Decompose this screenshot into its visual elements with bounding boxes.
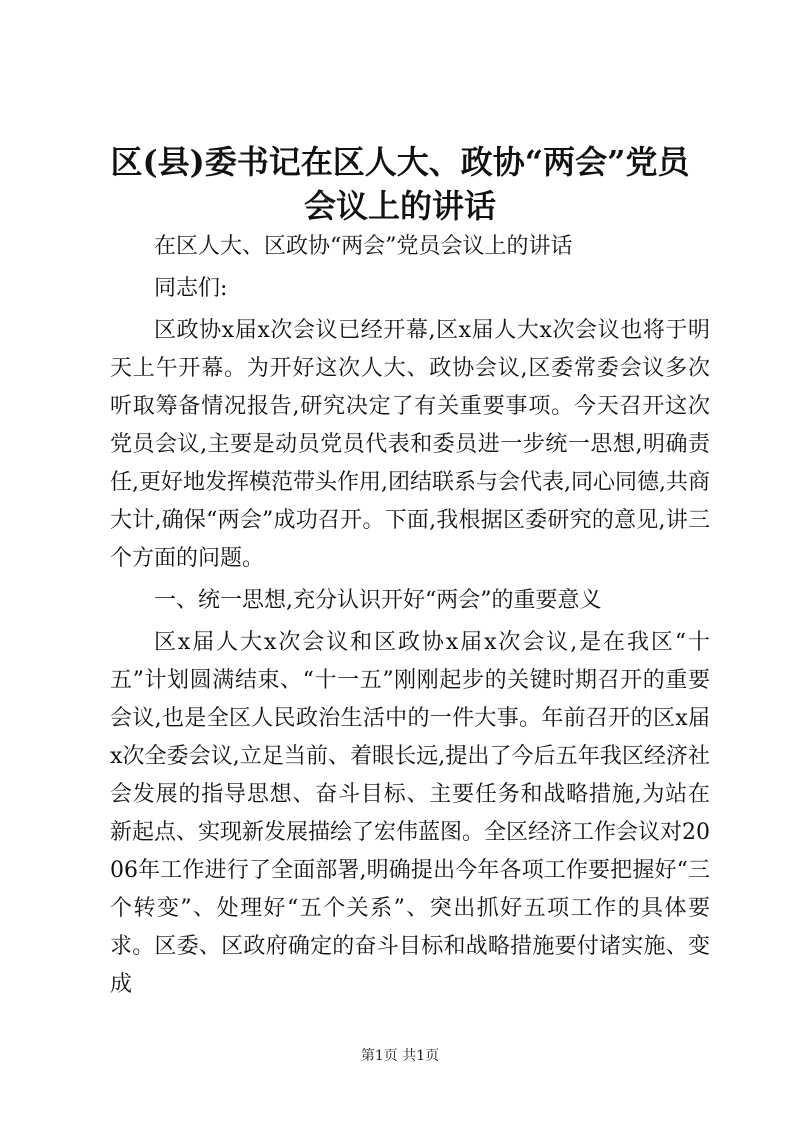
page-footer: 第1页 共1页	[360, 1048, 440, 1064]
section-1-paragraph: 区x届人大x次会议和区政协x届x次会议,是在我区“十五”计划圆满结束、“十一五”刚刚起步的关键时期召开的重要会议,也是全区人民政治生活中的一件大事。年前召开的区x届x次全委会议,立足当前、着眼长远,提出了今后五年我区经济社会发展的指导思想、奋斗目标、主要任务和战略措施,为站在新起点、实现新发展描绘了宏伟蓝图。全区经济工作会议对2006年工作进行了全面部署,明确提出今年各项工作要把握好“三个转变”、处理好“五个关系”、突出抓好五项工作的具体要求。区委、区政府确定的奋斗目标和战略措施要付诸实施、变成	[110, 630, 710, 997]
salutation-paragraph: 同志们:	[154, 276, 228, 301]
document-title: 区(县)委书记在区人大、政协“两会”党员会议上的讲话	[110, 143, 690, 225]
intro-paragraph: 区政协x届x次会议已经开幕,区x届人大x次会议也将于明天上午开幕。为开好这次人大、政协会议,区委常委会议多次听取筹备情况报告,研究决定了有关重要事项。今天召开这次党员会议,主要是动员党员代表和委员进一步统一思想,明确责任,更好地发挥模范带头作用,团结联系与会代表,同心同德,共商大计,确保“两会”成功召开。下面,我根据区委研究的意见,讲三个方面的问题。	[110, 318, 710, 571]
subtitle-paragraph: 在区人大、区政协“两会”党员会议上的讲话	[154, 234, 573, 259]
section-heading-1: 一、统一思想,充分认识开好“两会”的重要意义	[154, 588, 602, 613]
document-body	[110, 228, 710, 1008]
